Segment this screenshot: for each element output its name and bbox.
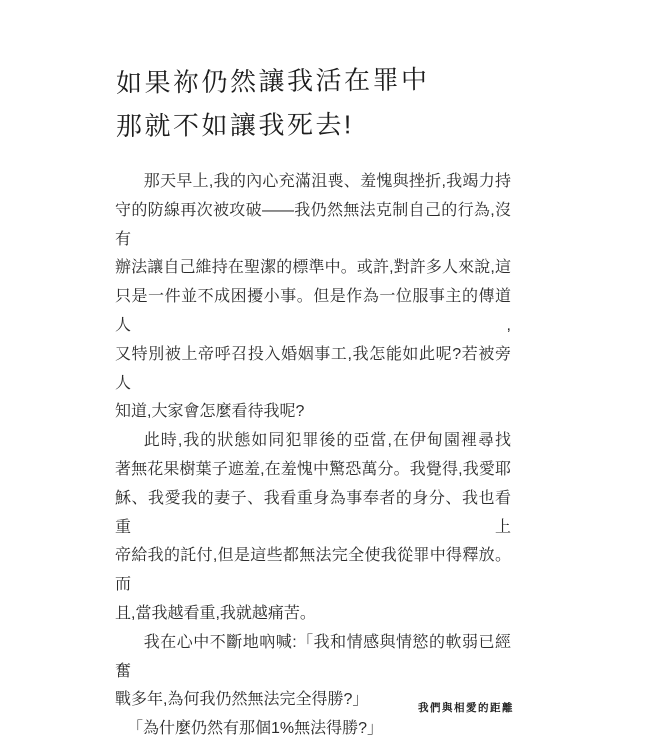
body-line: 著無花果樹葉子遮羞,在羞愧中驚恐萬分。我覺得,我愛耶 bbox=[115, 460, 511, 478]
running-footer bbox=[0, 700, 514, 715]
body-line: 那天早上,我的內心充滿沮喪、羞愧與挫折,我竭力持 bbox=[143, 173, 511, 190]
chapter-title bbox=[116, 62, 430, 148]
body-line: 我在心中不斷地吶喊:「我和情感與情慾的軟弱已經奮 bbox=[115, 633, 511, 680]
body-line: 守的防線再次被攻破——我仍然無法克制自己的行為,沒有 bbox=[115, 201, 511, 248]
body-line: 且,當我越看重,我就越痛苦。 bbox=[115, 604, 316, 622]
body-line: 「為什麼仍然有那個1%無法得勝?」 bbox=[127, 720, 384, 738]
chapter-title-line-2: 那就不如讓我死去! bbox=[115, 109, 354, 141]
body-line: 又特別被上帝呼召投入婚姻事工,我怎能如此呢?若被旁人 bbox=[115, 345, 511, 392]
body-text bbox=[115, 168, 511, 744]
body-line: 此時,我的狀態如同犯罪後的亞當,在伊甸園裡尋找 bbox=[143, 432, 511, 450]
body-line: 知道,大家會怎麼看待我呢? bbox=[115, 403, 305, 421]
body-line: 辦法讓自己維持在聖潔的標準中。或許,對許多人來說,這 bbox=[115, 259, 511, 277]
body-line: 戰多年,為何我仍然無法完全得勝?」 bbox=[115, 691, 369, 709]
chapter-title-line-1: 如果祢仍然讓我活在罪中 bbox=[115, 64, 430, 98]
book-title: 我們與相愛的距離 bbox=[418, 703, 514, 714]
body-line: 穌、我愛我的妻子、我看重身為事奉者的身分、我也看重上 bbox=[115, 489, 511, 536]
body-line: 帝給我的託付,但是這些都無法完全使我從罪中得釋放。而 bbox=[115, 547, 511, 594]
body-line: 只是一件並不成困擾小事。但是作為一位服事主的傳道人, bbox=[115, 288, 511, 334]
